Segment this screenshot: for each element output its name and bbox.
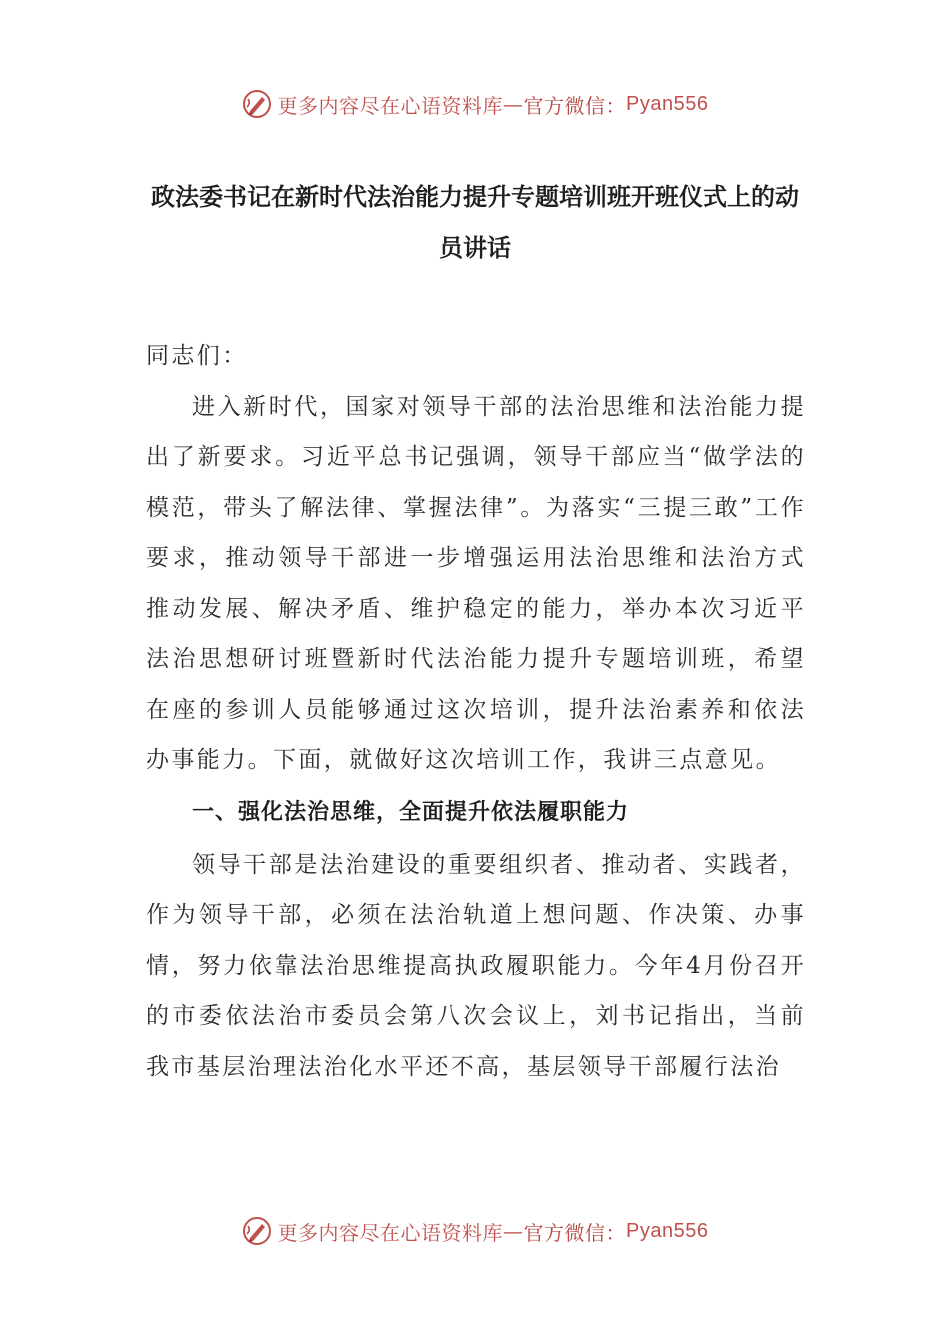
watermark-separator: — <box>503 92 524 116</box>
pen-logo-icon <box>242 89 272 119</box>
document-title: 政法委书记在新时代法治能力提升专题培训班开班仪式上的动员讲话 <box>151 183 799 262</box>
salutation: 同志们： <box>146 343 248 369</box>
paragraph-section-1: 领导干部是法治建设的重要组织者、推动者、实践者，作为领导干部，必须在法治轨道上想问题、作决策、办事情，努力依靠法治思维提高执政履职能力。今年4月份召开的市委依法治市委员会第八次会议上，刘书记指出，当前我市基层治理法治化水平还不高，基层领导干部履行法治 <box>146 851 806 1080</box>
watermark-label: 官方微信： <box>523 1220 627 1245</box>
watermark-label: 官方微信： <box>523 93 627 118</box>
watermark-text: 更多内容尽在心语资料库 <box>277 1220 504 1245</box>
paragraph-intro: 进入新时代，国家对领导干部的法治思维和法治能力提出了新要求。习近平总书记强调，领导干部应当“做学法的模范，带头了解法律、掌握法律”。为落实“三提三敢”工作要求，推动领导干部进一步增强运用法治思维和法治方式推动发展、解决矛盾、维护稳定的能力，举办本次习近平法治思想研讨班暨新时代法治能力提升专题培训班，希望在座的参训人员能够通过这次培训，提升法治素养和依法办事能力。下面，就做好这次培训工作，我讲三点意见。 <box>146 393 806 773</box>
watermark-header <box>0 84 950 124</box>
watermark-footer <box>0 1211 950 1251</box>
pen-logo-icon <box>242 1216 272 1246</box>
watermark-wechat-id: Pyan556 <box>626 92 709 115</box>
watermark-text: 更多内容尽在心语资料库 <box>277 93 504 118</box>
watermark-wechat-id: Pyan556 <box>626 1219 709 1242</box>
section-heading-1: 一、强化法治思维，全面提升依法履职能力 <box>192 799 630 825</box>
document-body <box>146 331 806 1092</box>
watermark-separator: — <box>503 1219 524 1243</box>
